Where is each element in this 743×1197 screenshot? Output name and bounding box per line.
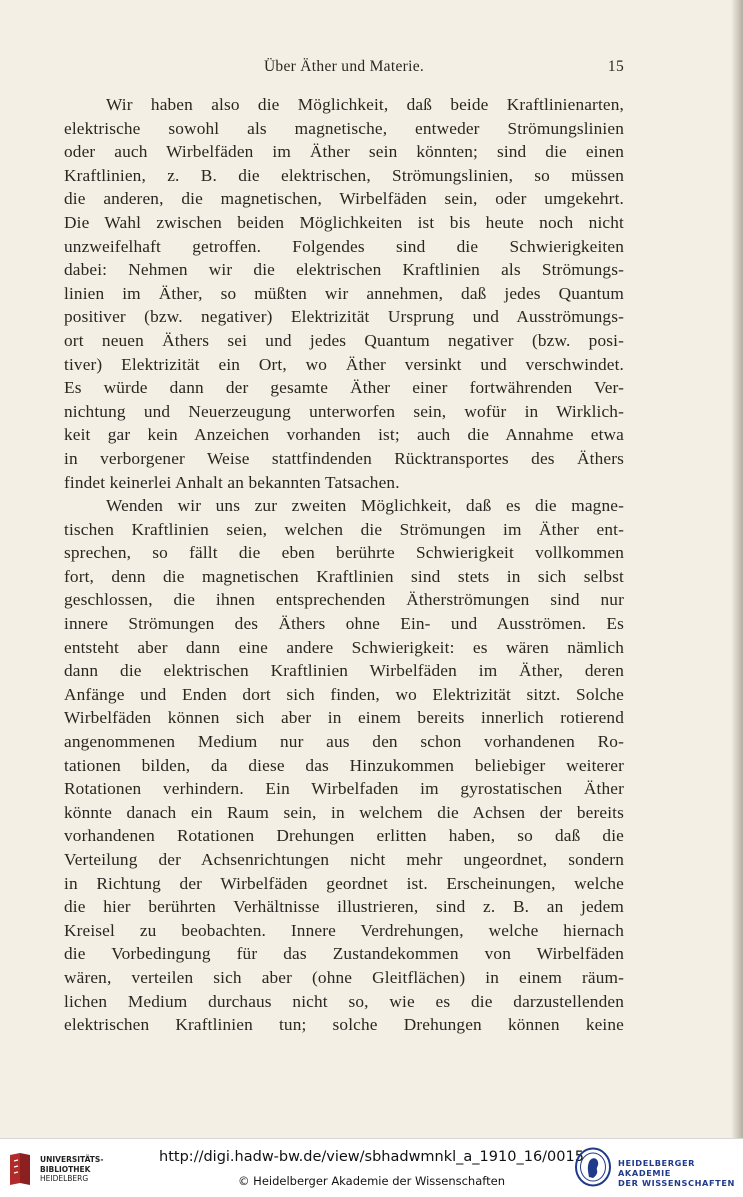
text-line: dabei: Nehmen wir die elektrischen Kraftlinien als Strömungs- — [64, 260, 624, 280]
text-line: oder auch Wirbelfäden im Äther sein könnten; sind die einen — [64, 142, 624, 162]
text-line: die anderen, die magnetischen, Wirbelfäden sein, oder umgekehrt. — [64, 189, 624, 209]
text-line: tischen Kraftlinien seien, welchen die Strömungen im Äther ent- — [64, 519, 624, 539]
text-line: elektrischen Kraftlinien tun; solche Drehungen können keine — [64, 1015, 624, 1035]
text-line: Anfänge und Enden dort sich finden, wo Elektrizität sitzt. Solche — [64, 684, 624, 704]
text-line: wären, verteilen sich aber (ohne Gleitflächen) in einem räum- — [64, 967, 624, 987]
library-name: UNIVERSITÄTS- BIBLIOTHEK HEIDELBERG — [40, 1155, 104, 1183]
page-header — [64, 58, 624, 80]
academy-logo[interactable] — [574, 1147, 739, 1191]
text-line: fort, denn die magnetischen Kraftlinien sind stets in sich selbst — [64, 566, 624, 586]
text-line: die Vorbedingung für das Zustandekommen von Wirbelfäden — [64, 944, 624, 964]
text-line: in verborgener Weise stattfindenden Rücktransportes des Äthers — [64, 448, 624, 468]
text-line: Kraftlinien, z. B. die elektrischen, Strömungslinien, so müssen — [64, 165, 624, 185]
text-line: tiver) Elektrizität ein Ort, wo Äther versinkt und verschwindet. — [64, 354, 624, 374]
text-line: sprechen, so fällt die eben berührte Schwierigkeit vollkommen — [64, 543, 624, 563]
running-title: Über Äther und Materie. — [263, 58, 425, 75]
text-line: könnte danach ein Raum sein, in welchem die Achsen der bereits — [64, 802, 624, 822]
copyright-notice: © Heidelberger Akademie der Wissenschaften — [238, 1174, 505, 1188]
text-line: tationen bilden, da diese das Hinzukommen beliebiger weiterer — [64, 755, 624, 775]
text-line: Wenden wir uns zur zweiten Möglichkeit, daß es die magne- — [106, 496, 624, 516]
text-line: positiver (bzw. negativer) Elektrizität Ursprung und Ausströmungs- — [64, 307, 624, 327]
text-line: dann die elektrischen Kraftlinien Wirbelfäden im Äther, deren — [64, 661, 624, 681]
academy-seal-icon — [574, 1147, 612, 1187]
viewer-footer — [0, 1138, 743, 1197]
text-line: nichtung und Neuerzeugung unterworfen sein, wofür in Wirklich- — [64, 401, 624, 421]
text-line: Es würde dann der gesamte Äther einer fortwährenden Ver- — [64, 378, 624, 398]
text-line: ort neuen Äthers sei und jedes Quantum negativer (bzw. posi- — [64, 330, 624, 350]
text-line: geschlossen, die ihnen entsprechenden Ätherströmungen sind nur — [64, 590, 624, 610]
academy-name: HEIDELBERGER AKADEMIE DER WISSENSCHAFTEN — [618, 1158, 736, 1188]
page-edge-shadow — [731, 0, 743, 1138]
text-line: in Richtung der Wirbelfäden geordnet ist. Erscheinungen, welche — [64, 873, 624, 893]
text-line: unzweifelhaft getroffen. Folgendes sind die Schwierigkeiten — [64, 236, 624, 256]
text-line: entsteht aber dann eine andere Schwierigkeit: es wären nämlich — [64, 637, 624, 657]
text-line: innere Strömungen des Äthers ohne Ein- und Ausströmen. Es — [64, 614, 624, 634]
text-line: die hier berührten Verhältnisse illustrieren, sind z. B. an jedem — [64, 897, 624, 917]
page-number: 15 — [607, 58, 624, 75]
text-line: Wir haben also die Möglichkeit, daß beide Kraftlinienarten, — [106, 95, 624, 114]
text-line: Verteilung der Achsenrichtungen nicht mehr ungeordnet, sondern — [64, 850, 624, 869]
text-line: linien im Äther, so müßten wir annehmen, daß jedes Quantum — [64, 283, 624, 303]
text-line: Wirbelfäden können sich aber in einem bereits innerlich rotierend — [64, 708, 624, 728]
text-line: vorhandenen Rotationen Drehungen erlitten haben, so daß die — [64, 826, 624, 846]
text-line: elektrische sowohl als magnetische, entweder Strömungslinien — [64, 118, 624, 138]
text-line: Rotationen verhindern. Ein Wirbelfaden im gyrostatischen Äther — [64, 779, 624, 799]
text-line: keit gar kein Anzeichen vorhanden ist; auch die Annahme etwa — [64, 425, 624, 445]
text-line: lichen Medium durchaus nicht so, wie es die darzustellenden — [64, 991, 624, 1011]
body-text — [64, 93, 624, 1037]
permalink-url[interactable]: http://digi.hadw-bw.de/view/sbhadwmnkl_a_1910_16/0015 — [159, 1149, 584, 1165]
text-line: Die Wahl zwischen beiden Möglichkeiten ist bis heute noch nicht — [64, 212, 624, 232]
text-line: Kreisel zu beobachten. Innere Verdrehungen, welche hiernach — [64, 920, 624, 940]
text-line: angenommenen Medium nur aus den schon vorhandenen Ro- — [64, 732, 624, 752]
text-line: findet keinerlei Anhalt an bekannten Tatsachen. — [64, 472, 400, 492]
